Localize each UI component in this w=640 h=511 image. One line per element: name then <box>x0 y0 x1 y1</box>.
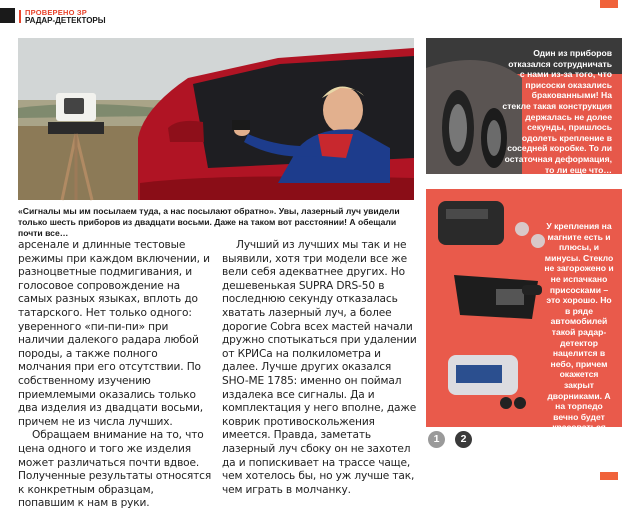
section-title: РАДАР-ДЕТЕКТОРЫ <box>25 16 106 25</box>
page-corner-tab-bottom <box>600 472 618 480</box>
article-paragraph: арсенале и длинные тестовые режимы при каждом включении, и разноцветные подмигивания, и голосовое сопровождение на самых разных языках, вплоть до татарского. Нет только одного: уверенного «пи-пи-пи» при наличии далекого радара любой породы, а также полного молчания при его отсутствии. По собственному изучению приемлемыми оказались только два изделия из двадцати восьми, причем не из числа лучших. <box>18 239 210 428</box>
article-paragraph: Обращаем внимание на то, что цена одного и того же изделия может различаться почти вдвое. Полученные результаты относятся к конкретным образцам, попавшим к нам в руки. <box>18 429 212 510</box>
radar-test-photo-icon <box>18 38 414 200</box>
sidebar-caption-1: Один из приборов отказался сотрудничать с нами из-за того, что присоски оказались бракованными! На стекле такая конструкция держалась не долее секунды, пришлось одолеть крепление в соседней коробке. То ли остаточная деформация, то ли еще что… <box>502 48 612 175</box>
main-photo <box>18 38 414 200</box>
article-column-1 <box>18 239 213 511</box>
article-column-2 <box>222 239 418 497</box>
article-paragraph: Лучший из лучших мы так и не выявили, хотя три модели все же вели себя адекватнее других. Но дешевенькая SUPRA DRS-50 в последнюю секунду отказалась хватать лазерный луч, а более дорогие Cobra всех мастей начали дружно спотыкаться при удалении от КРИСа на полкилометра и далее. Лучше других оказался SHO-ME 1785: именно он поймал издалека все сигналы. Да и комплектация у него вполне, даже коврик противоскольжения имеется. Правда, заметать лазерный луч сбоку он не захотел да и попискивает на трассе чаще, чем хотелось бы, но уж лучше так, чем играть в молчанку. <box>222 239 417 496</box>
sidebar-caption-2: У крепления на магните есть и плюсы, и минусы. Стекло не загорожено и не испачкано присосками – это хорошо. Но в ряде автомобилей такой радар-детектор нацелится в небо, причем окажется закрыт дворниками. А на торпедо вечно будет красоваться приклеенный магнит. <box>544 221 614 454</box>
image-marker-1: 1 <box>428 431 445 448</box>
photo-caption: «Сигналы мы им посылаем туда, а нас посылают обратно». Увы, лазерный луч увидели только шесть приборов из двадцати восьми. Даже на таком вот расстоянии! А обещали почти все… <box>18 206 400 238</box>
section-accent-bar <box>19 10 21 23</box>
image-marker-2: 2 <box>455 431 472 448</box>
sidebar-photo-2 <box>426 189 622 454</box>
page-corner-tab-top <box>600 0 618 8</box>
section-kicker: ПРОВЕРЕНО ЗР <box>25 8 87 17</box>
sidebar-photo-1 <box>426 38 622 174</box>
section-square-mark <box>0 8 15 23</box>
